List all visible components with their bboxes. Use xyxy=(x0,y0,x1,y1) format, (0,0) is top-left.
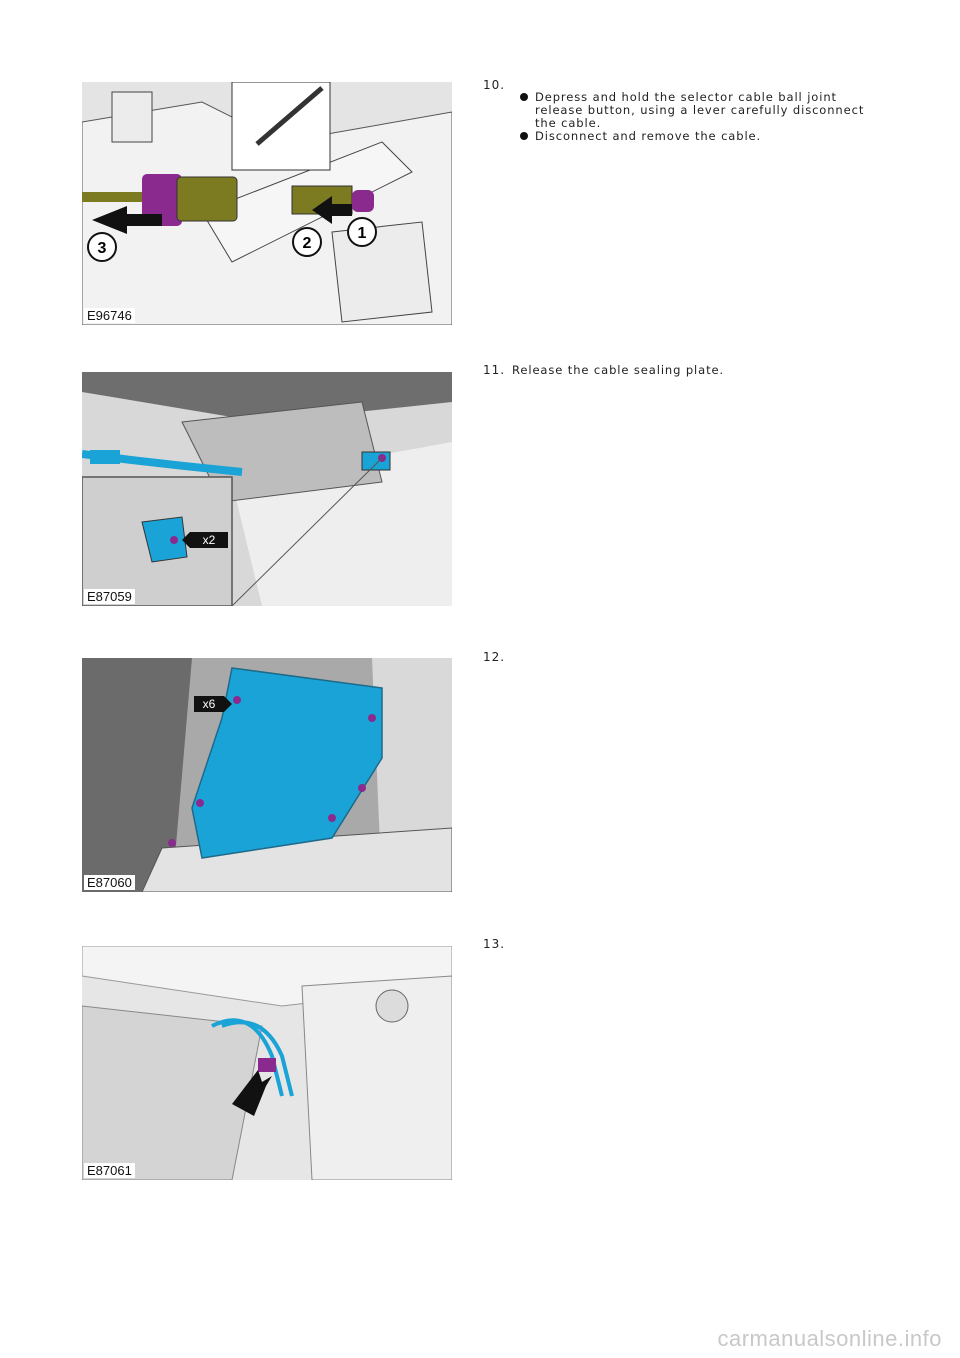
bullet-icon xyxy=(520,93,528,101)
step-10-bullets xyxy=(535,91,875,143)
callout-x6: x6 xyxy=(202,697,216,711)
bullet-item: Depress and hold the selector cable ball joint release button, using a lever carefully disconnect the cable. xyxy=(535,91,875,130)
watermark: carmanualsonline.info xyxy=(717,1326,942,1351)
cover-panel-illustration xyxy=(82,658,452,892)
cable-clip-illustration xyxy=(82,946,452,1180)
bullet-item: Disconnect and remove the cable. xyxy=(535,130,875,143)
figure-step-13 xyxy=(82,946,452,1180)
cable-disconnect-illustration xyxy=(82,82,452,325)
callout-3: 3 xyxy=(97,240,107,257)
sealing-plate-illustration xyxy=(82,372,452,606)
step-number: 13. xyxy=(483,937,506,951)
figure-step-11 xyxy=(82,372,452,606)
step-number: 10. xyxy=(483,78,506,92)
figure-id: E87061 xyxy=(84,1163,135,1178)
figure-step-10 xyxy=(82,82,452,325)
callout-2: 2 xyxy=(302,235,312,252)
figure-id: E96746 xyxy=(84,308,135,323)
figure-id: E87059 xyxy=(84,589,135,604)
figure-id: E87060 xyxy=(84,875,135,890)
step-number: 11. xyxy=(483,363,506,377)
bullet-icon xyxy=(520,132,528,140)
step-instruction: Release the cable sealing plate. xyxy=(512,363,725,377)
callout-1: 1 xyxy=(357,225,367,242)
figure-step-12 xyxy=(82,658,452,892)
callout-x2: x2 xyxy=(202,533,216,547)
step-number: 12. xyxy=(483,650,506,664)
